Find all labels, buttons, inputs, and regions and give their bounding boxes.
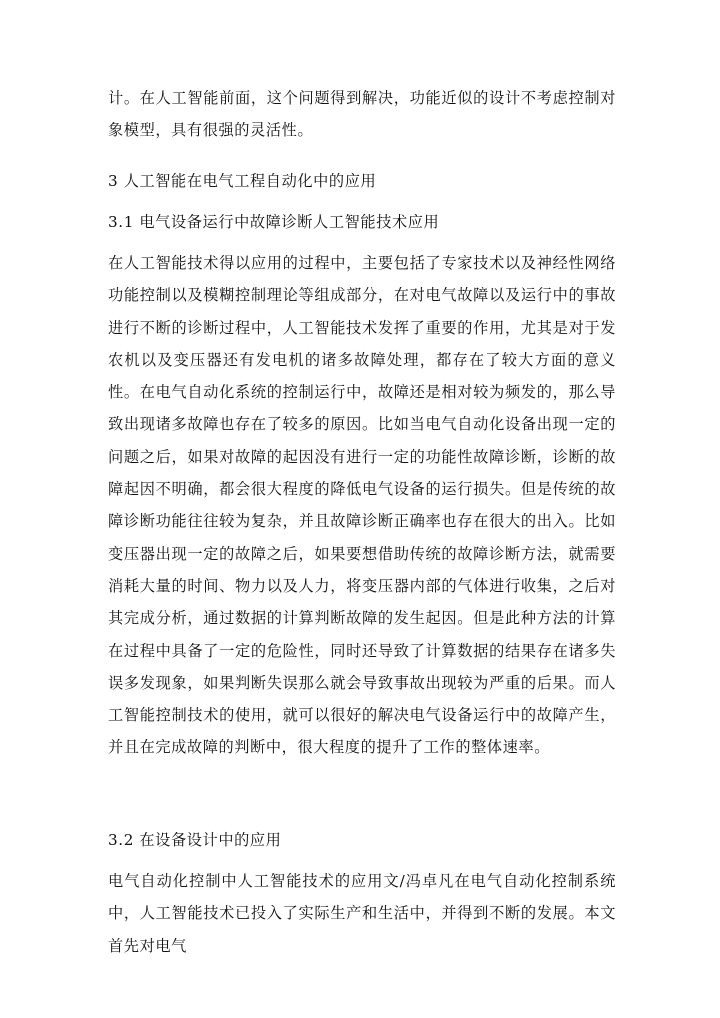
section-3-2-heading: 3.2 在设备设计中的应用 [108,831,282,849]
section-3-2-paragraph: 电气自动化控制中人工智能技术的应用文/冯卓凡在电气自动化控制系统中，人工智能技术已投入了实际生产和生活中，并得到不断的发展。本文首先对电气 [108,872,616,955]
section-3-1-paragraph: 在人工智能技术得以应用的过程中，主要包括了专家技术以及神经性网络功能控制以及模糊控制理论等组成部分，在对电气故障以及运行中的事故进行不断的诊断过程中，人工智能技术发挥了重要的作用，尤其是对于发农机以及变压器还有发电机的诸多故障处理，都存在了较大方面的意义性。在电气自动化系统的控制运行中，故障还是相对较为频发的，那么导致出现诸多故障也存在了较多的原因。比如当电气自动化设备出现一定的问题之后，如果对故障的起因没有进行一定的功能性故障诊断，诊断的故障起因不明确，都会很大程度的降低电气设备的运行损失。但是传统的故障诊断功能往往较为复杂，并且故障诊断正确率也存在很大的出入。比如变压器出现一定的故障之后，如果要想借助传统的故障诊断方法，就需要消耗大量的时间、物力以及人力，将变压器内部的气体进行收集，之后对其完成分析，通过数据的计算判断故障的发生起因。但是此种方法的计算在过程中具备了一定的危险性，同时还导致了计算数据的结果存在诸多失误多发现象，如果判断失误那么就会导致事故出现较为严重的后果。而人工智能控制技术的使用，就可以很好的解决电气设备运行中的故障产生，并且在完成故障的判断中，很大程度的提升了工作的整体速率。 [108,254,616,757]
section-3-1-heading: 3.1 电气设备运行中故障诊断人工智能技术应用 [108,213,440,231]
section-3-heading: 3 人工智能在电气工程自动化中的应用 [108,172,377,190]
continuation-paragraph: 计。在人工智能前面，这个问题得到解决，功能近似的设计不考虑控制对象模型，具有很强的灵活性。 [108,89,616,140]
